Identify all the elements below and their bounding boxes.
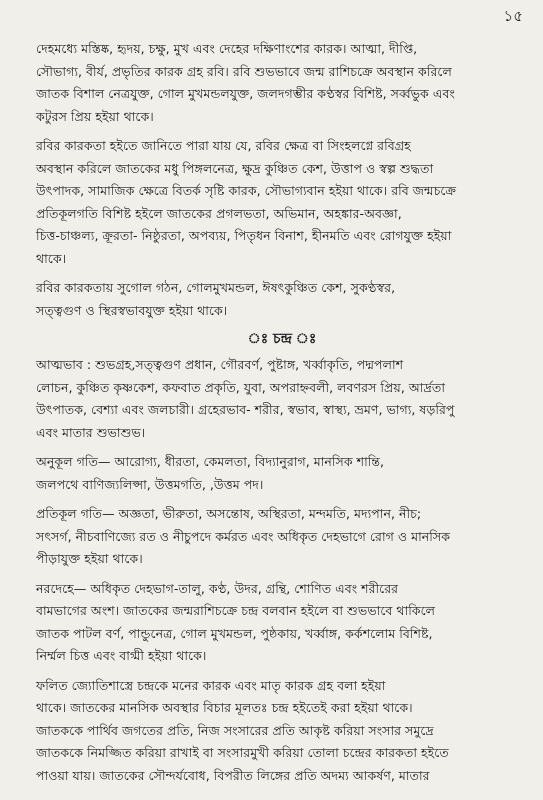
- paragraph-sun-karakata-effects: রবির কারকতা হইতে জানিতে পারা যায় যে, রবির ক্ষেত্র বা সিংহলগ্নে রবিগ্রহ অবস্থান করিলে জাতকের মধু পিঙ্গলনেত্র, ক্ষুদ্র কুঞ্চিত কেশ, উত্তাপ ও স্বল্প শুদ্ধতা উৎপাদক, সামাজিক ক্ষেত্রে বিতর্ক সৃষ্টি কারক, সৌভাগ্যবান হইয়া থাকে। রবি জন্মচক্রে প্রতিকূলগতি বিশিষ্ট হইলে জাতকের প্রগলভতা, অভিমান, অহঙ্কার-অবজ্ঞা, চিত্ত-চাঞ্চল্য, ক্রূরতা- নিষ্ঠুরতা, অপব্যয়, পিতৃধন বিনাশ, হীনমতি এবং রোগযুক্ত হইয়া থাকে।: [36, 138, 456, 266]
- paragraph-sun-karaka-body: দেহমধ্যে মস্তিষ্ক, হৃদয়, চক্ষু, মুখ এবং দেহের দক্ষিণাংশের কারক। আত্মা, দীপ্তি, সৌভাগ্য, বীর্য, প্রভৃতির কারক গ্রহ রবি। রবি শুভভাবে জন্ম রাশিচক্রে অবস্থান করিলে জাতক বিশাল নেত্রযুক্ত, গোল মুখমন্ডলযুক্ত, জলদগম্ভীর কণ্ঠস্বর বিশিষ্ট, সর্ব্বভুক এবং কটুরস প্রিয় হইয়া থাকে।: [36, 41, 455, 124]
- paragraph-moon-unfavorable: প্রতিকূল গতি— অজ্ঞতা, ভীরুতা, অসন্তোষ, অস্থিরতা, মন্দমতি, মদ্যপান, নীচ; সৎসর্গ, নীচবাণিজ্যে রত ও নীচুপদে কর্মরত এবং অধিকৃত দেহভাগে রোগ ও মানসিক পীড়াযুক্ত হইয়া থাকে।: [36, 506, 451, 566]
- page-number: ১৫: [503, 7, 523, 25]
- paragraph-moon-body-parts: নরদেহে— অধিকৃত দেহভাগ-তালু, কণ্ঠ, উদর, গ্রন্থি, শোণিত এবং শরীরের বামভাগের অংশ। জাতকের জন্মরাশিচক্রে চন্দ্র বলবান হইলে বা শুভভাবে থাকিলে জাতক পাটল বর্ণ, পান্ডুনেত্র, গোল মুখমন্ডল, পুষ্ঠকায়, খর্ব্বাঙ্গ, কর্কশলোম বিশিষ্ট, নির্ম্মল চিত্ত এবং বাগ্মী হইয়া থাকে।: [36, 580, 436, 663]
- paragraph-sun-karakata-traits: রবির কারকতায় সুগোল গঠন, গোলমুখমন্ডল, ঈষৎকুঞ্চিত কেশ, সুকণ্ঠস্বর, সত্ত্বগুণ ও স্থিরস্বভাবযুক্ত হইয়া থাকে।: [36, 280, 396, 318]
- section-heading-moon: ঃ চন্দ্র ঃ: [247, 331, 317, 347]
- paragraph-moon-mind-karaka: ফলিত জ্যোতিশাস্ত্রে চন্দ্রকে মনের কারক এবং মাতৃ কারক গ্রহ বলা হইয়া থাকে। জাতকের মানসিক অবস্থার বিচার মূলতঃ চন্দ্র হইতেই করা হইয়া থাকে। জাতককে পার্থিব জগতের প্রতি, নিজ সংসারের প্রতি আকৃষ্ট করিয়া সংসার সমুদ্রে জাতককে নিমজ্জিত করিয়া রাখাই বা সংসারমুখী করিয়া তোলা চন্দ্রের কারকতা হইতে পাওয়া যায়। জাতকের সৌন্দর্যবোধ, বিপরীত লিঙ্গের প্রতি অদম্য আকর্ষণ, মাতার: [36, 677, 449, 783]
- paragraph-moon-favorable: অনুকূল গতি— আরোগ্য, ধীরতা, কেমলতা, বিদ্যানুরাগ, মানসিক শান্তি, জলপথে বাণিজ্যলিপ্সা, উত্তমগতি, ,উত্তম পদ।: [36, 454, 385, 492]
- paragraph-moon-atmabhava: আত্মভাব : শুভগ্রহ,সত্ত্বগুণ প্রধান, গৌরবর্ণ, পুষ্টাঙ্গ, খর্ব্বাকৃতি, পদ্মপলাশ লোচন, কুঞ্চিত কৃষ্ণকেশ, কফবাত প্রকৃতি, যুবা, অপরাহ্নবলী, লবণরস প্রিয়, আর্দ্রতা উৎপাতক, বেশ্যা এবং জলচারী। গ্রহেরভাব- শরীর, স্বভাব, স্বাস্থ্য, ভ্রমণ, ভাগ্য, ষড়রিপু এবং মাতার শুভাশুভ।: [36, 357, 455, 440]
- page-body: [36, 38, 528, 794]
